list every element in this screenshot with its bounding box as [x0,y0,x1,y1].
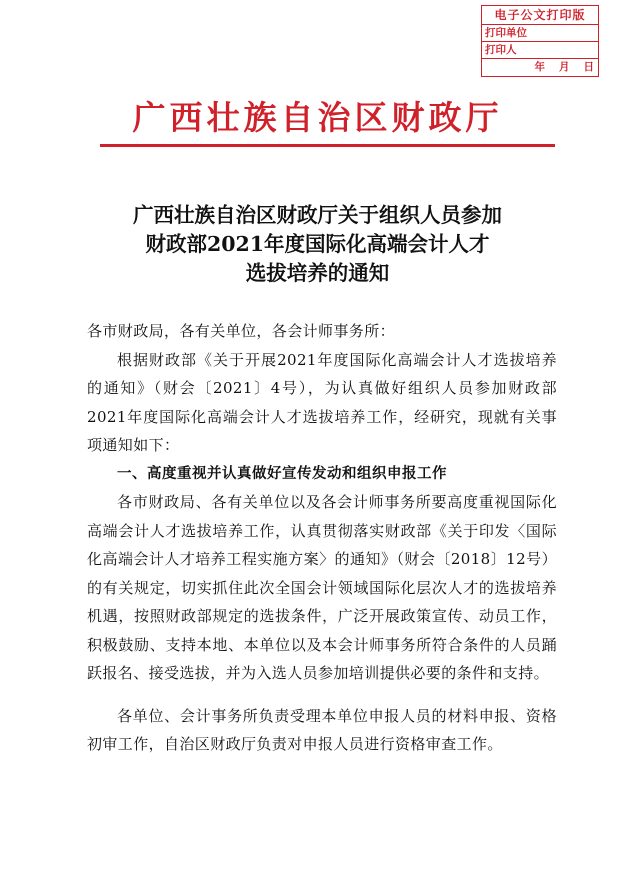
paragraph-section-1: 各市财政局、各有关单位以及各会计师事务所要高度重视国际化高端会计人才选拔培养工作，认真贯彻落实财政部《关于印发〈国际化高端会计人才培养工程实施方案〉的通知》（财会〔2018〕12号）的有关规定，切实抓住此次全国会计领域国际化层次人才的选拔培养机遇，按照财政部规定的选拔条件，广泛开展政策宣传、动员工作，积极鼓励、支持本地、本单位以及本会计师事务所符合条件的人员踊跃报名、接受选拔，并为入选人员参加培训提供必要的条件和支持。 [87,493,557,682]
stamp-year: 年 [534,61,545,73]
stamp-day: 日 [583,61,594,73]
title-line-3: 选拔培养的通知 [245,261,390,285]
stamp-month: 月 [559,61,570,73]
red-divider-rule [100,144,555,147]
paragraph-responsibilities: 各单位、会计事务所负责受理本单位申报人员的材料申报、资格初审工作，自治区财政厅负责对申报人员进行资格审查工作。 [87,706,557,753]
issuing-org-header: 广西壮族自治区财政厅 [132,98,503,137]
paragraph-gap [87,688,557,702]
document-title [0,201,635,288]
stamp-printer: 打印人 [482,42,598,59]
section-heading-1: 一、高度重视并认真做好宣传发动和组织申报工作 [117,465,447,482]
document-body [87,317,557,759]
stamp-date-row [482,59,598,76]
salutation: 各市财政局，各有关单位，各会计师事务所： [87,322,396,340]
title-line-1: 广西壮族自治区财政厅关于组织人员参加 [133,203,502,227]
paragraph-intro: 根据财政部《关于开展2021年度国际化高端会计人才选拔培养的通知》（财会〔2021〕4号），为认真做好组织人员参加财政部2021年度国际化高端会计人才选拔培养工作，经研究，现就有关事项通知如下： [87,350,557,454]
stamp-print-unit: 打印单位 [482,25,598,42]
title-line-2: 财政部2021年度国际化高端会计人才 [145,232,490,256]
print-stamp [481,5,599,77]
stamp-title: 电子公文打印版 [482,6,598,25]
